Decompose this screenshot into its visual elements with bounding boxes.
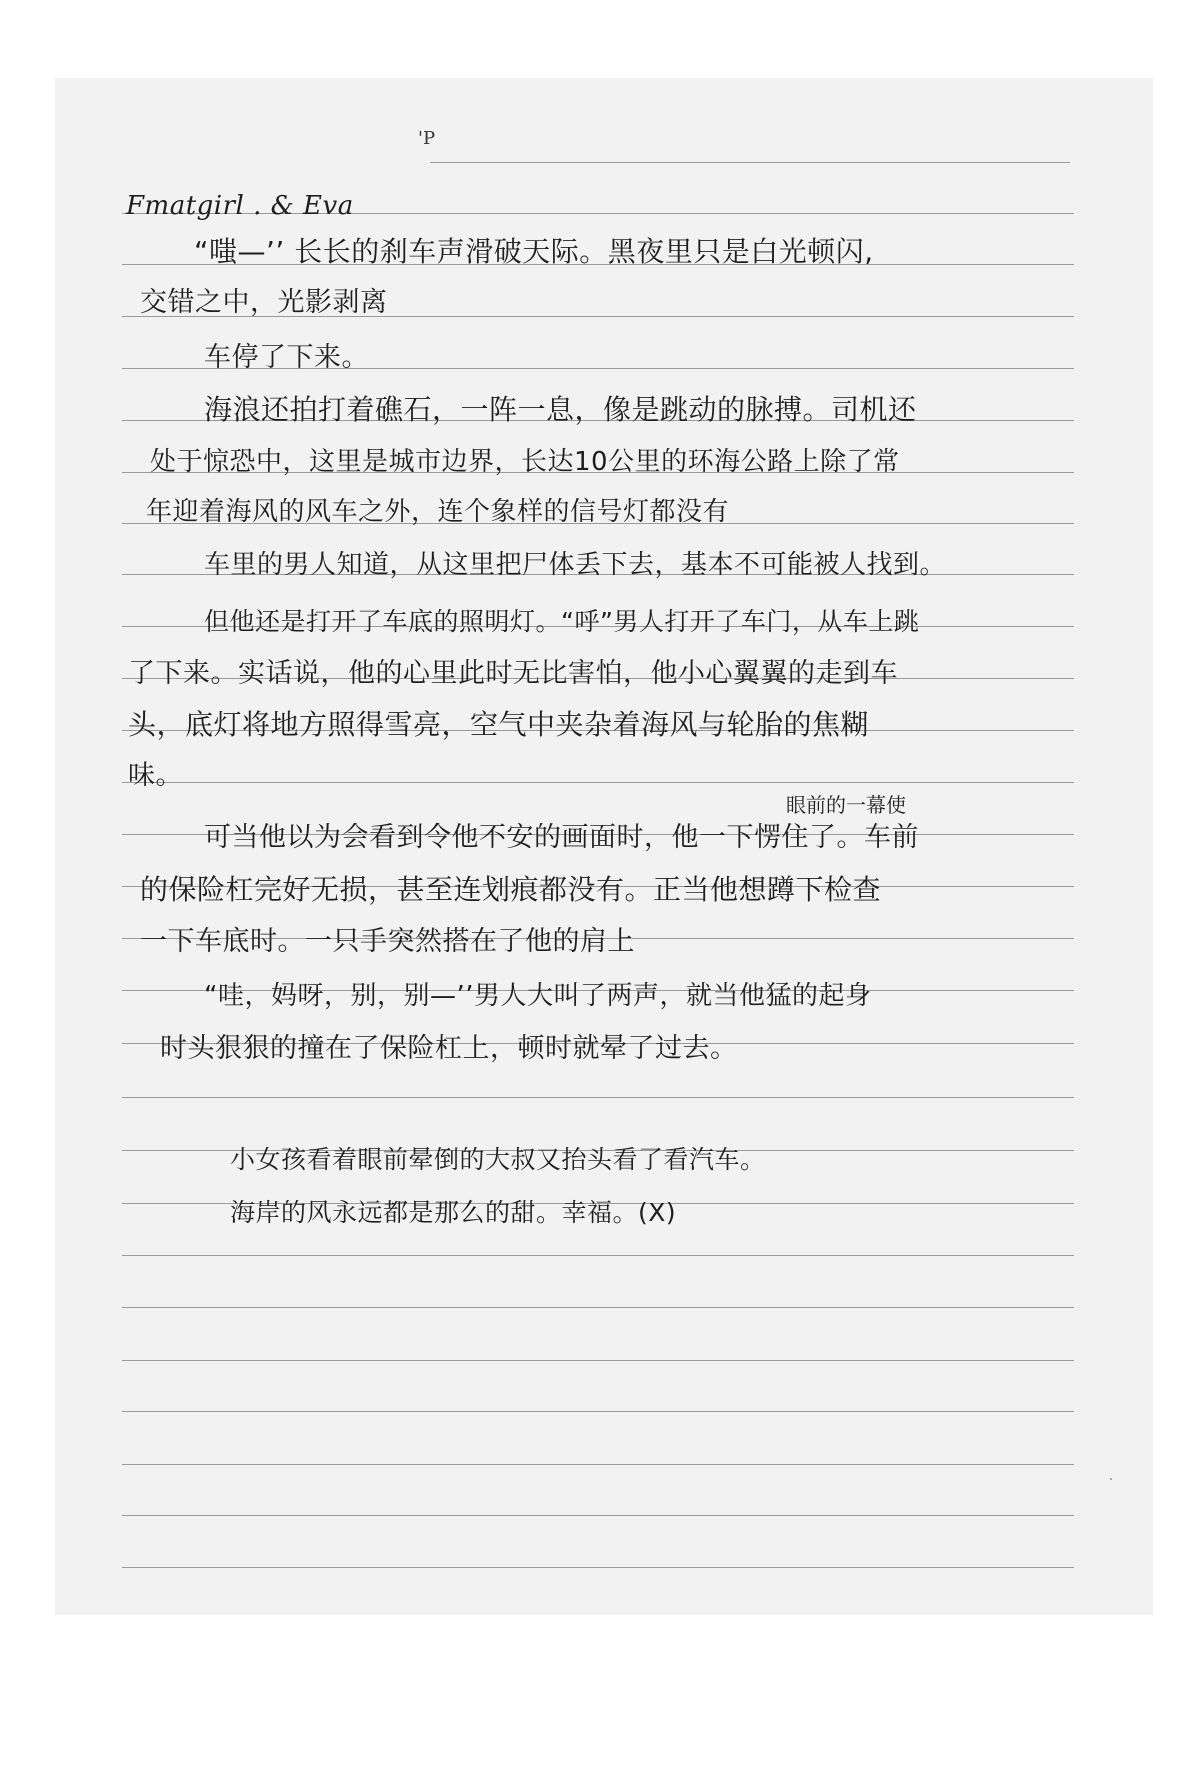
paragraph-line: 但他还是打开了车底的照明灯。“呼”男人打开了车门，从车上跳: [204, 607, 920, 636]
paragraph-line: 可当他以为会看到令他不安的画面时，他一下愣住了。车前: [204, 822, 919, 853]
ruled-line: [122, 1255, 1074, 1256]
ruled-line: [122, 1567, 1074, 1568]
paragraph-line: “嗤—’’ 长长的刹车声滑破天际。黑夜里只是白光顿闪,: [194, 235, 874, 268]
paragraph-line: 处于惊恐中，这里是城市边界，长达10公里的环海公路上除了常: [150, 447, 900, 477]
author-line: Fmatgirl . & Eva: [126, 191, 354, 221]
ruled-line: [122, 1097, 1074, 1098]
paragraph-line: 车停了下来。: [204, 342, 369, 373]
ruled-line: [122, 1464, 1074, 1465]
ruled-line: [122, 1411, 1074, 1412]
paragraph-line: “哇，妈呀，别，别—’’男人大叫了两声，就当他猛的起身: [204, 981, 872, 1011]
paragraph-line: 了下来。实话说，他的心里此时无比害怕，他小心翼翼的走到车: [128, 658, 898, 689]
ruled-line: [430, 162, 1070, 163]
paragraph-line: 头，底灯将地方照得雪亮，空气中夹杂着海风与轮胎的焦糊: [128, 708, 870, 741]
paragraph-line: 一下车底时。一只手突然搭在了他的肩上: [140, 926, 635, 957]
paragraph-line: 海岸的风永远都是那么的甜。幸福。(X): [230, 1198, 677, 1227]
paragraph-line: 车里的男人知道，从这里把尸体丢下去，基本不可能被人找到。: [204, 550, 947, 580]
paragraph-line: 海浪还拍打着礁石，一阵一息，像是跳动的脉搏。司机还: [204, 393, 917, 426]
paragraph-line: 味。: [128, 760, 183, 791]
paper-speck: [1110, 1478, 1112, 1480]
paragraph-line: 的保险杠完好无损，甚至连划痕都没有。正当他想蹲下检查: [140, 873, 882, 906]
paragraph-line: 时头狠狠的撞在了保险杠上，顿时就晕了过去。: [160, 1033, 738, 1064]
paragraph-line: 小女孩看着眼前晕倒的大叔又抬头看了看汽车。: [230, 1145, 766, 1174]
handwritten-insertion: 眼前的一幕使: [786, 793, 906, 817]
ruled-line: [122, 782, 1074, 783]
paragraph-line: 年迎着海风的风车之外，连个象样的信号灯都没有: [146, 497, 730, 527]
page-header-mark: 'P: [418, 128, 436, 149]
paragraph-line: 交错之中，光影剥离: [140, 287, 388, 318]
ruled-line: [122, 1307, 1074, 1308]
ruled-line: [122, 1515, 1074, 1516]
ruled-line: [122, 1360, 1074, 1361]
